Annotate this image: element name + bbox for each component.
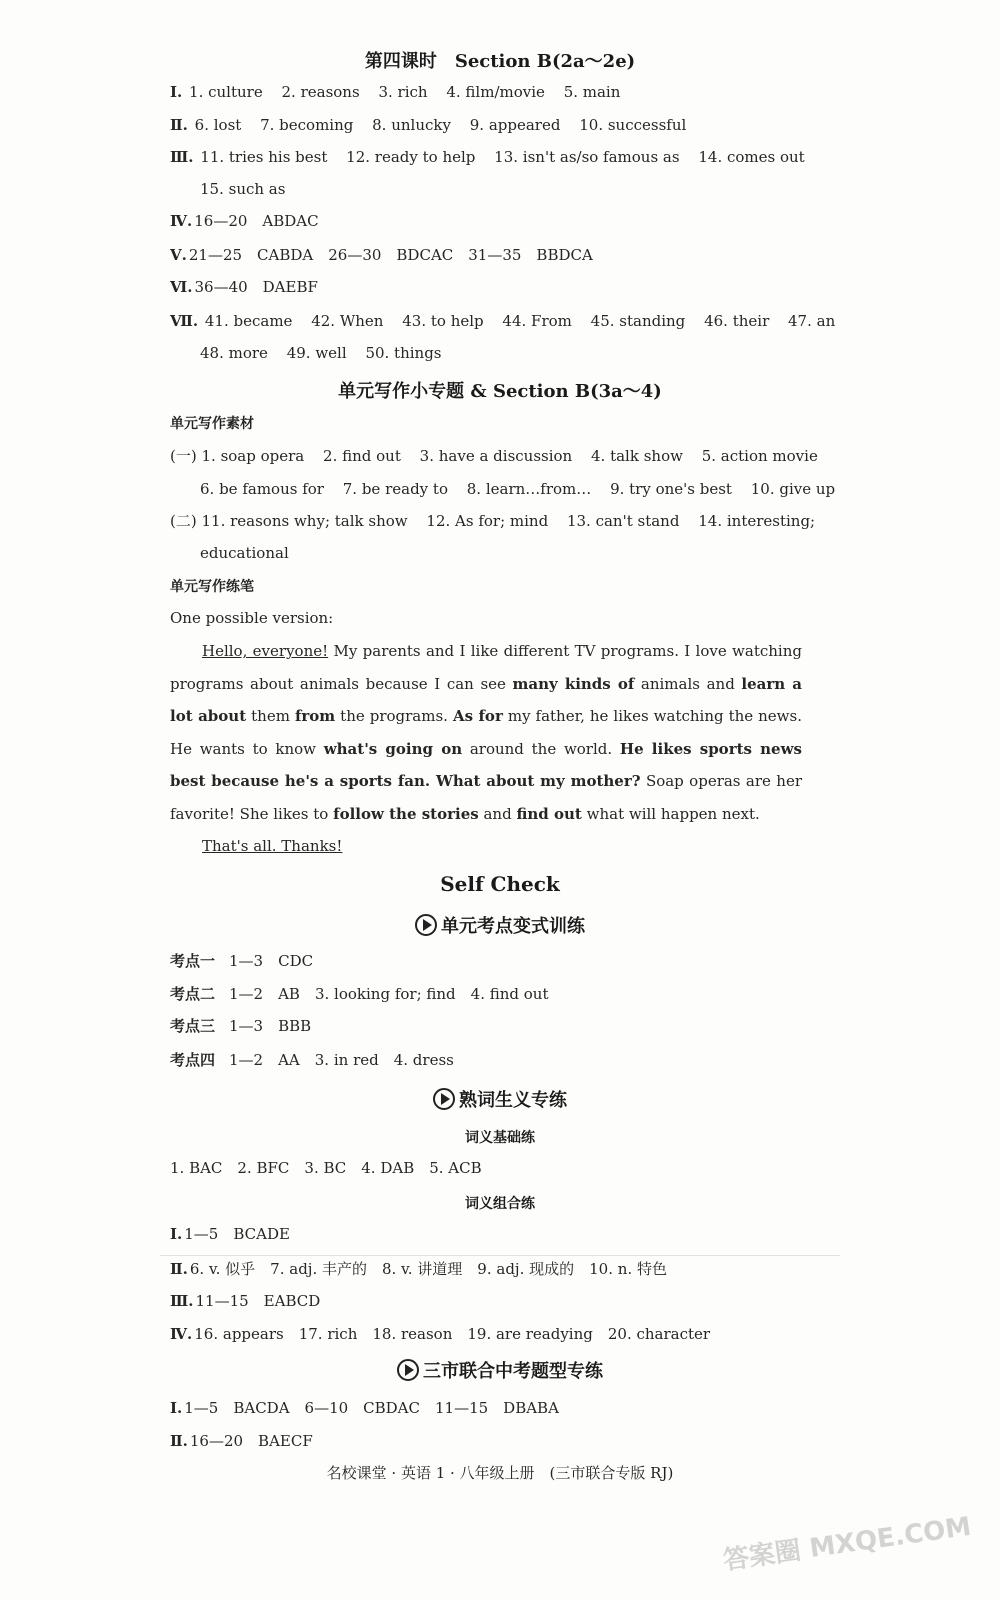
essay-text: them: [251, 707, 290, 725]
answer-text: 11—15 EABCD: [195, 1292, 321, 1310]
roman-numeral: Ⅲ.: [170, 1292, 194, 1310]
material-prefix: (二): [170, 512, 197, 530]
answer-item: 50. things: [365, 344, 442, 362]
answer-text: 1—5 BACDA 6—10 CBDAC 11—15 DBABA: [184, 1399, 559, 1417]
sanshi-line-II: [170, 1431, 313, 1451]
answer-item: 4. talk show: [591, 447, 683, 465]
answer-text: 16—20 BAECF: [189, 1432, 313, 1450]
divider: [160, 1255, 840, 1256]
roman-numeral: Ⅱ.: [170, 1260, 188, 1278]
essay-highlight: follow the stories: [333, 804, 479, 823]
answer-item: 49. well: [286, 344, 347, 362]
roman-numeral: Ⅰ.: [170, 1225, 183, 1243]
answer-item: 9. appeared: [469, 116, 561, 134]
material-line-3: [170, 511, 829, 531]
answer-item: 7. becoming: [260, 116, 354, 134]
kaodian-label: 考点三: [170, 1017, 216, 1035]
essay-text: animals and: [640, 674, 735, 693]
kaodian-text: 1—3 BBB: [229, 1017, 312, 1035]
page-footer: 名校课堂 · 英语 1 · 八年级上册 (三市联合专版 RJ): [326, 1464, 674, 1482]
zuhe-line-IV: [170, 1324, 710, 1344]
sample-essay: [170, 635, 802, 863]
answer-item: 11. tries his best: [200, 148, 328, 166]
kaodian-label: 考点二: [170, 985, 216, 1003]
kaodian-row: [170, 1016, 311, 1036]
sanshi-title: 三市联合中考题型专练: [423, 1361, 603, 1382]
essay-highlight: As for: [452, 707, 503, 725]
answer-item: 6. be famous for: [200, 480, 324, 498]
answer-line-III: [170, 147, 819, 167]
essay-text: the programs.: [340, 707, 448, 725]
essay-highlight: what's going on: [323, 739, 463, 758]
roman-numeral: Ⅴ.: [170, 246, 187, 264]
answer-text: 16. appears 17. rich 18. reason 19. are readying 20. character: [194, 1325, 711, 1343]
kaodian-label: 考点四: [170, 1051, 216, 1069]
essay-highlight: He likes sports news best because he's a sports fan. What about my mother?: [170, 739, 802, 790]
arrow-circle-icon: [415, 914, 437, 936]
roman-numeral: Ⅳ.: [170, 212, 193, 230]
answer-text: 1—5 BCADE: [184, 1225, 290, 1243]
answer-item: 7. be ready to: [342, 480, 448, 498]
answer-item: 1. culture: [189, 83, 263, 101]
answer-line-VII: [170, 311, 849, 331]
answer-item: 47. an: [788, 312, 836, 330]
answer-text: 16—20 ABDAC: [194, 212, 319, 230]
roman-numeral: Ⅶ.: [170, 312, 199, 330]
material-prefix: (一): [170, 447, 197, 465]
essay-highlight: from: [294, 707, 336, 725]
answer-item: 13. isn't as/so famous as: [494, 148, 680, 166]
answer-item: 10. successful: [579, 116, 687, 134]
essay-highlight: many kinds of: [512, 674, 635, 693]
essay-text: and: [483, 804, 512, 823]
kaodian-title: 单元考点变式训练: [441, 916, 585, 937]
answer-item: 2. find out: [323, 447, 401, 465]
answer-item: 8. unlucky: [372, 116, 451, 134]
answer-item: 14. interesting;: [698, 512, 816, 530]
answer-item: 41. became: [204, 312, 293, 330]
answer-item: 13. can't stand: [566, 512, 680, 530]
answer-item: 43. to help: [402, 312, 484, 330]
shuci-heading: [0, 1086, 1000, 1115]
answer-line-IV: [170, 211, 319, 231]
roman-numeral: Ⅵ.: [170, 278, 193, 296]
answer-line-I: [170, 82, 634, 102]
answer-item: 48. more: [200, 344, 268, 362]
answer-item: 1. soap opera: [201, 447, 305, 465]
kaodian-heading: [0, 912, 1000, 941]
roman-numeral: Ⅰ.: [170, 1399, 183, 1417]
answer-text: 6. v. 似乎 7. adj. 丰产的 8. v. 讲道理 9. adj. 现成的 10. n. 特色: [189, 1260, 667, 1278]
essay-highlight: find out: [516, 804, 582, 823]
material-line-1: [170, 446, 832, 466]
essay-highlight: learn a lot about: [170, 674, 802, 725]
sanshi-line-I: [170, 1398, 559, 1418]
answer-item: 44. From: [502, 312, 572, 330]
selfcheck-title: Self Check: [440, 872, 560, 896]
kaodian-text: 1—2 AB 3. looking for; find 4. find out: [229, 985, 549, 1003]
kaodian-text: 1—2 AA 3. in red 4. dress: [229, 1051, 454, 1069]
answer-line-II: [170, 115, 700, 135]
answer-item: 3. have a discussion: [419, 447, 573, 465]
answer-item: 42. When: [311, 312, 384, 330]
material-label: 单元写作素材: [170, 416, 254, 432]
answer-item: 10. give up: [750, 480, 836, 498]
material-line-3-cont: educational: [200, 544, 289, 562]
answer-item: 12. As for; mind: [426, 512, 549, 530]
answer-line-V: [170, 245, 593, 265]
answer-item: 5. main: [563, 83, 621, 101]
essay-text: my father, he likes watching the news. He wants to know: [170, 707, 802, 758]
answer-item: 9. try one's best: [610, 480, 732, 498]
answer-item: 8. learn…from…: [466, 480, 592, 498]
roman-numeral: Ⅰ.: [170, 83, 183, 101]
answer-line-VI: [170, 277, 318, 297]
answer-text: 36—40 DAEBF: [194, 278, 318, 296]
roman-numeral: Ⅱ.: [170, 1432, 188, 1450]
answer-item: 4. film/movie: [446, 83, 545, 101]
site-watermark: 答案圈 MXQE.COM: [721, 1511, 974, 1577]
answer-item: 12. ready to help: [346, 148, 476, 166]
zuhe-line-II: [170, 1259, 667, 1279]
essay-text: Soap operas are her favorite! She likes to: [170, 772, 802, 823]
essay-text: My parents and I like different TV programs. I love watching programs about animals because I can see: [170, 642, 802, 693]
shuci-title: 熟词生义专练: [459, 1090, 567, 1111]
answer-item: 11. reasons why; talk show: [201, 512, 408, 530]
answer-item: 2. reasons: [281, 83, 360, 101]
answer-line-VII-cont: [200, 343, 456, 363]
material-line-2: [200, 479, 849, 499]
answer-item: 6. lost: [194, 116, 242, 134]
lesson4-title: 第四课时 Section B(2a～2e): [364, 51, 636, 72]
zuhe-label: 词义组合练: [465, 1196, 535, 1212]
kaodian-row: [170, 1050, 454, 1070]
answer-item: 45. standing: [590, 312, 686, 330]
answer-item: 46. their: [704, 312, 770, 330]
kaodian-text: 1—3 CDC: [229, 952, 314, 970]
essay-text: around the world.: [469, 739, 613, 758]
answer-item: 3. rich: [378, 83, 428, 101]
version-label: One possible version:: [170, 609, 334, 627]
answer-text: 21—25 CABDA 26—30 BDCAC 31—35 BBDCA: [188, 246, 593, 264]
sanshi-heading: [0, 1357, 1000, 1386]
jichu-label: 词义基础练: [465, 1130, 535, 1146]
kaodian-row: [170, 951, 313, 971]
kaodian-row: [170, 984, 549, 1004]
zuhe-line-III: [170, 1291, 320, 1311]
answer-item: 14. comes out: [698, 148, 805, 166]
essay-greeting: Hello, everyone!: [202, 642, 329, 660]
kaodian-label: 考点一: [170, 952, 216, 970]
arrow-circle-icon: [397, 1359, 419, 1381]
writing-title: 单元写作小专题 & Section B(3a～4): [338, 381, 662, 402]
arrow-circle-icon: [433, 1088, 455, 1110]
roman-numeral: Ⅱ.: [170, 116, 188, 134]
roman-numeral: Ⅲ.: [170, 148, 194, 166]
answer-line-III-cont: 15. such as: [200, 180, 286, 198]
answer-item: 5. action movie: [701, 447, 818, 465]
zuhe-line-I: [170, 1224, 290, 1244]
essay-closing: That's all. Thanks!: [202, 837, 343, 855]
essay-text: what will happen next.: [586, 804, 760, 823]
essay-paragraph: [170, 635, 802, 830]
roman-numeral: Ⅳ.: [170, 1325, 193, 1343]
essay-closing-paragraph: [170, 830, 802, 863]
practice-label: 单元写作练笔: [170, 579, 254, 595]
jichu-answers: 1. BAC 2. BFC 3. BC 4. DAB 5. ACB: [170, 1159, 482, 1177]
